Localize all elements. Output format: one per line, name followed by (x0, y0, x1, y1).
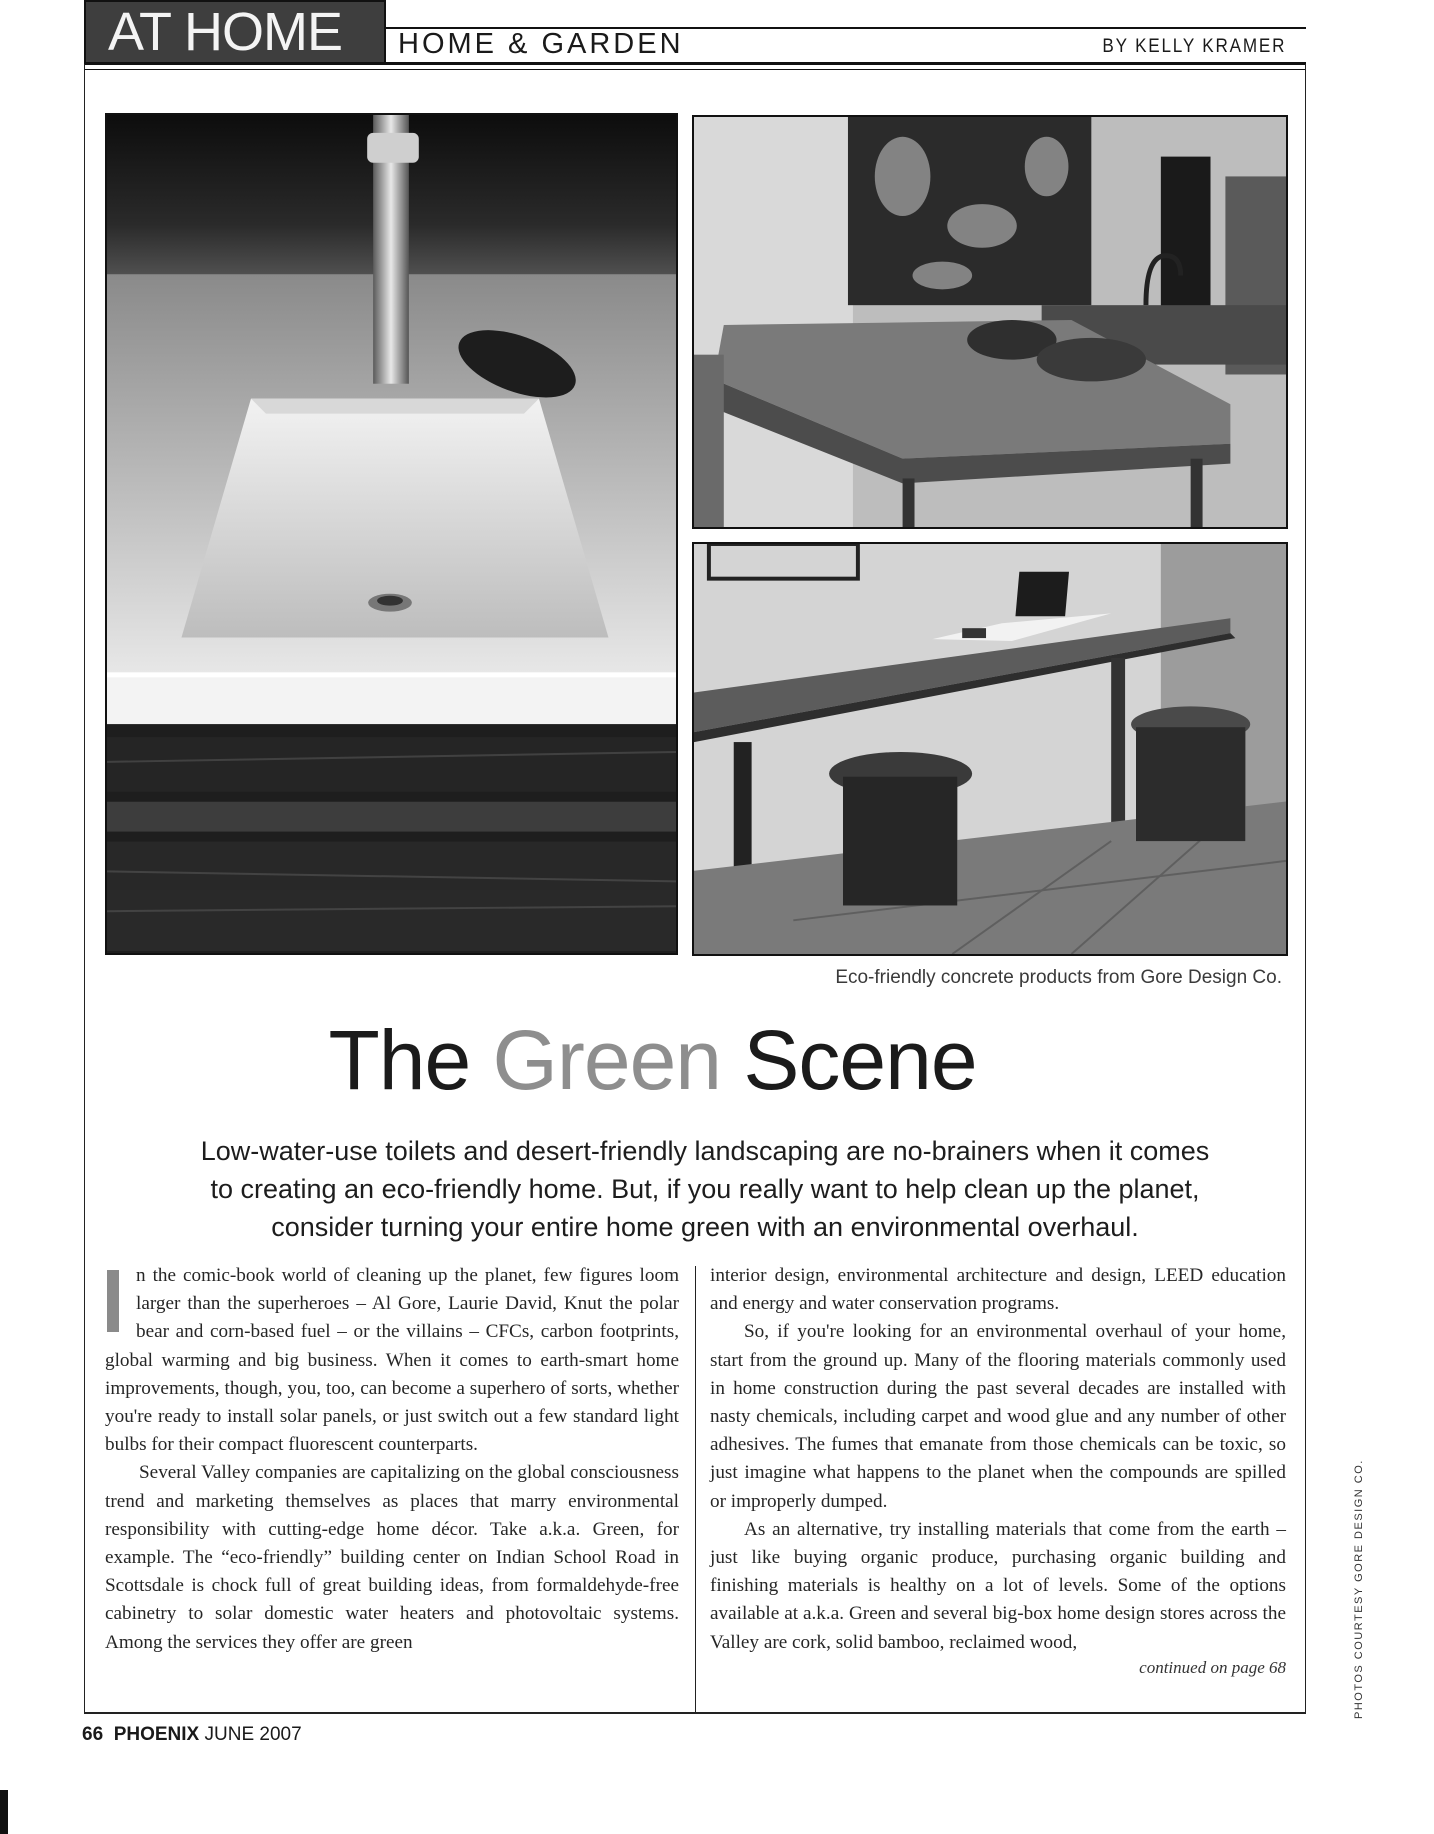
deck-line: consider turning your entire home green with an environmental overhaul. (271, 1212, 1139, 1242)
drop-cap (107, 1270, 119, 1332)
body-paragraph: interior design, environmental architecture and design, LEED education and energy and water conservation programs. (710, 1265, 1286, 1315)
body-paragraph (105, 1262, 679, 1459)
header-rule-bottom (84, 62, 1306, 65)
scan-corner-mark (0, 1790, 8, 1834)
article-title (0, 1005, 1305, 1115)
deck-line: to creating an eco-friendly home. But, if you really want to help clean up the planet, (210, 1174, 1200, 1204)
desk-photo (692, 542, 1288, 956)
deck-line: Low-water-use toilets and desert-friendly landscaping are no-brainers when it comes (200, 1136, 1210, 1166)
column-divider (695, 1266, 696, 1712)
frame-right-rule (1305, 64, 1306, 1714)
photo-caption: Eco-friendly concrete products from Gore Design Co. (835, 967, 1282, 988)
body-column-left (105, 1262, 679, 1657)
body-paragraph: So, if you're looking for an environmental overhaul of your home, start from the ground up. Many of the flooring materials commonly used in home construction during the past several decades are installed with nasty chemicals, including carpet and wood glue and any number of other adhesives. The fumes that emanate from those chemicals can be toxic, so just imagine what happens to the planet when the compounds are spilled or improperly dumped. (710, 1321, 1286, 1512)
kitchen-photo (692, 115, 1288, 529)
frame-left-rule (84, 64, 85, 1714)
section-tab (84, 0, 386, 64)
title-word-the: The (328, 1013, 471, 1107)
continued-note: continued on page 68 (1139, 1658, 1286, 1677)
header-rule-bottom-thin (84, 69, 1306, 70)
paragraph-text: n the comic-book world of cleaning up the planet, few figures loom larger than the superheroes – Al Gore, Laurie David, Knut the polar bear and corn-based fuel – or the villains – CFCs, carbon footprints, global warming and big business. When it comes to earth-smart home improvements, though, you, too, can become a superhero of sorts, whether you're ready to install solar panels, or just switch out a few standard light bulbs for their compact fluorescent counterparts. (105, 1265, 679, 1456)
title-word-green: Green (492, 1013, 722, 1107)
body-column-right (710, 1262, 1286, 1657)
byline: BY KELLY KRAMER (1102, 36, 1286, 57)
section-label: AT HOME (108, 2, 343, 62)
magazine-name: PHOENIX (113, 1724, 200, 1745)
body-paragraph: As an alternative, try installing materials that come from the earth – just like buying organic produce, purchasing organic building and finishing materials is healthy on a lot of levels. Some of the options available at a.k.a. Green and several big-box home design stores across the Valley are cork, solid bamboo, reclaimed wood, (710, 1518, 1286, 1653)
folio (82, 1724, 302, 1746)
article-deck (110, 1132, 1300, 1246)
photo-credit-text: PHOTOS COURTESY GORE DESIGN CO. (1353, 1459, 1365, 1719)
issue-date: JUNE 2007 (204, 1724, 302, 1745)
photo-credit (1352, 1459, 1366, 1720)
title-word-scene: Scene (743, 1013, 977, 1107)
frame-bottom-rule (84, 1712, 1306, 1714)
sink-photo (105, 113, 678, 955)
department-label: HOME & GARDEN (398, 28, 684, 60)
page-number: 66 (82, 1724, 104, 1745)
body-paragraph: Several Valley companies are capitalizing on the global consciousness trend and marketing themselves as places that marry environmental responsibility with cutting-edge home décor. Take a.k.a. Green, for example. The “eco-friendly” building center on Indian School Road in Scottsdale is chock full of great building ideas, from formaldehyde-free cabinetry to solar domestic water heaters and photovoltaic systems. Among the services they offer are green (105, 1462, 679, 1653)
